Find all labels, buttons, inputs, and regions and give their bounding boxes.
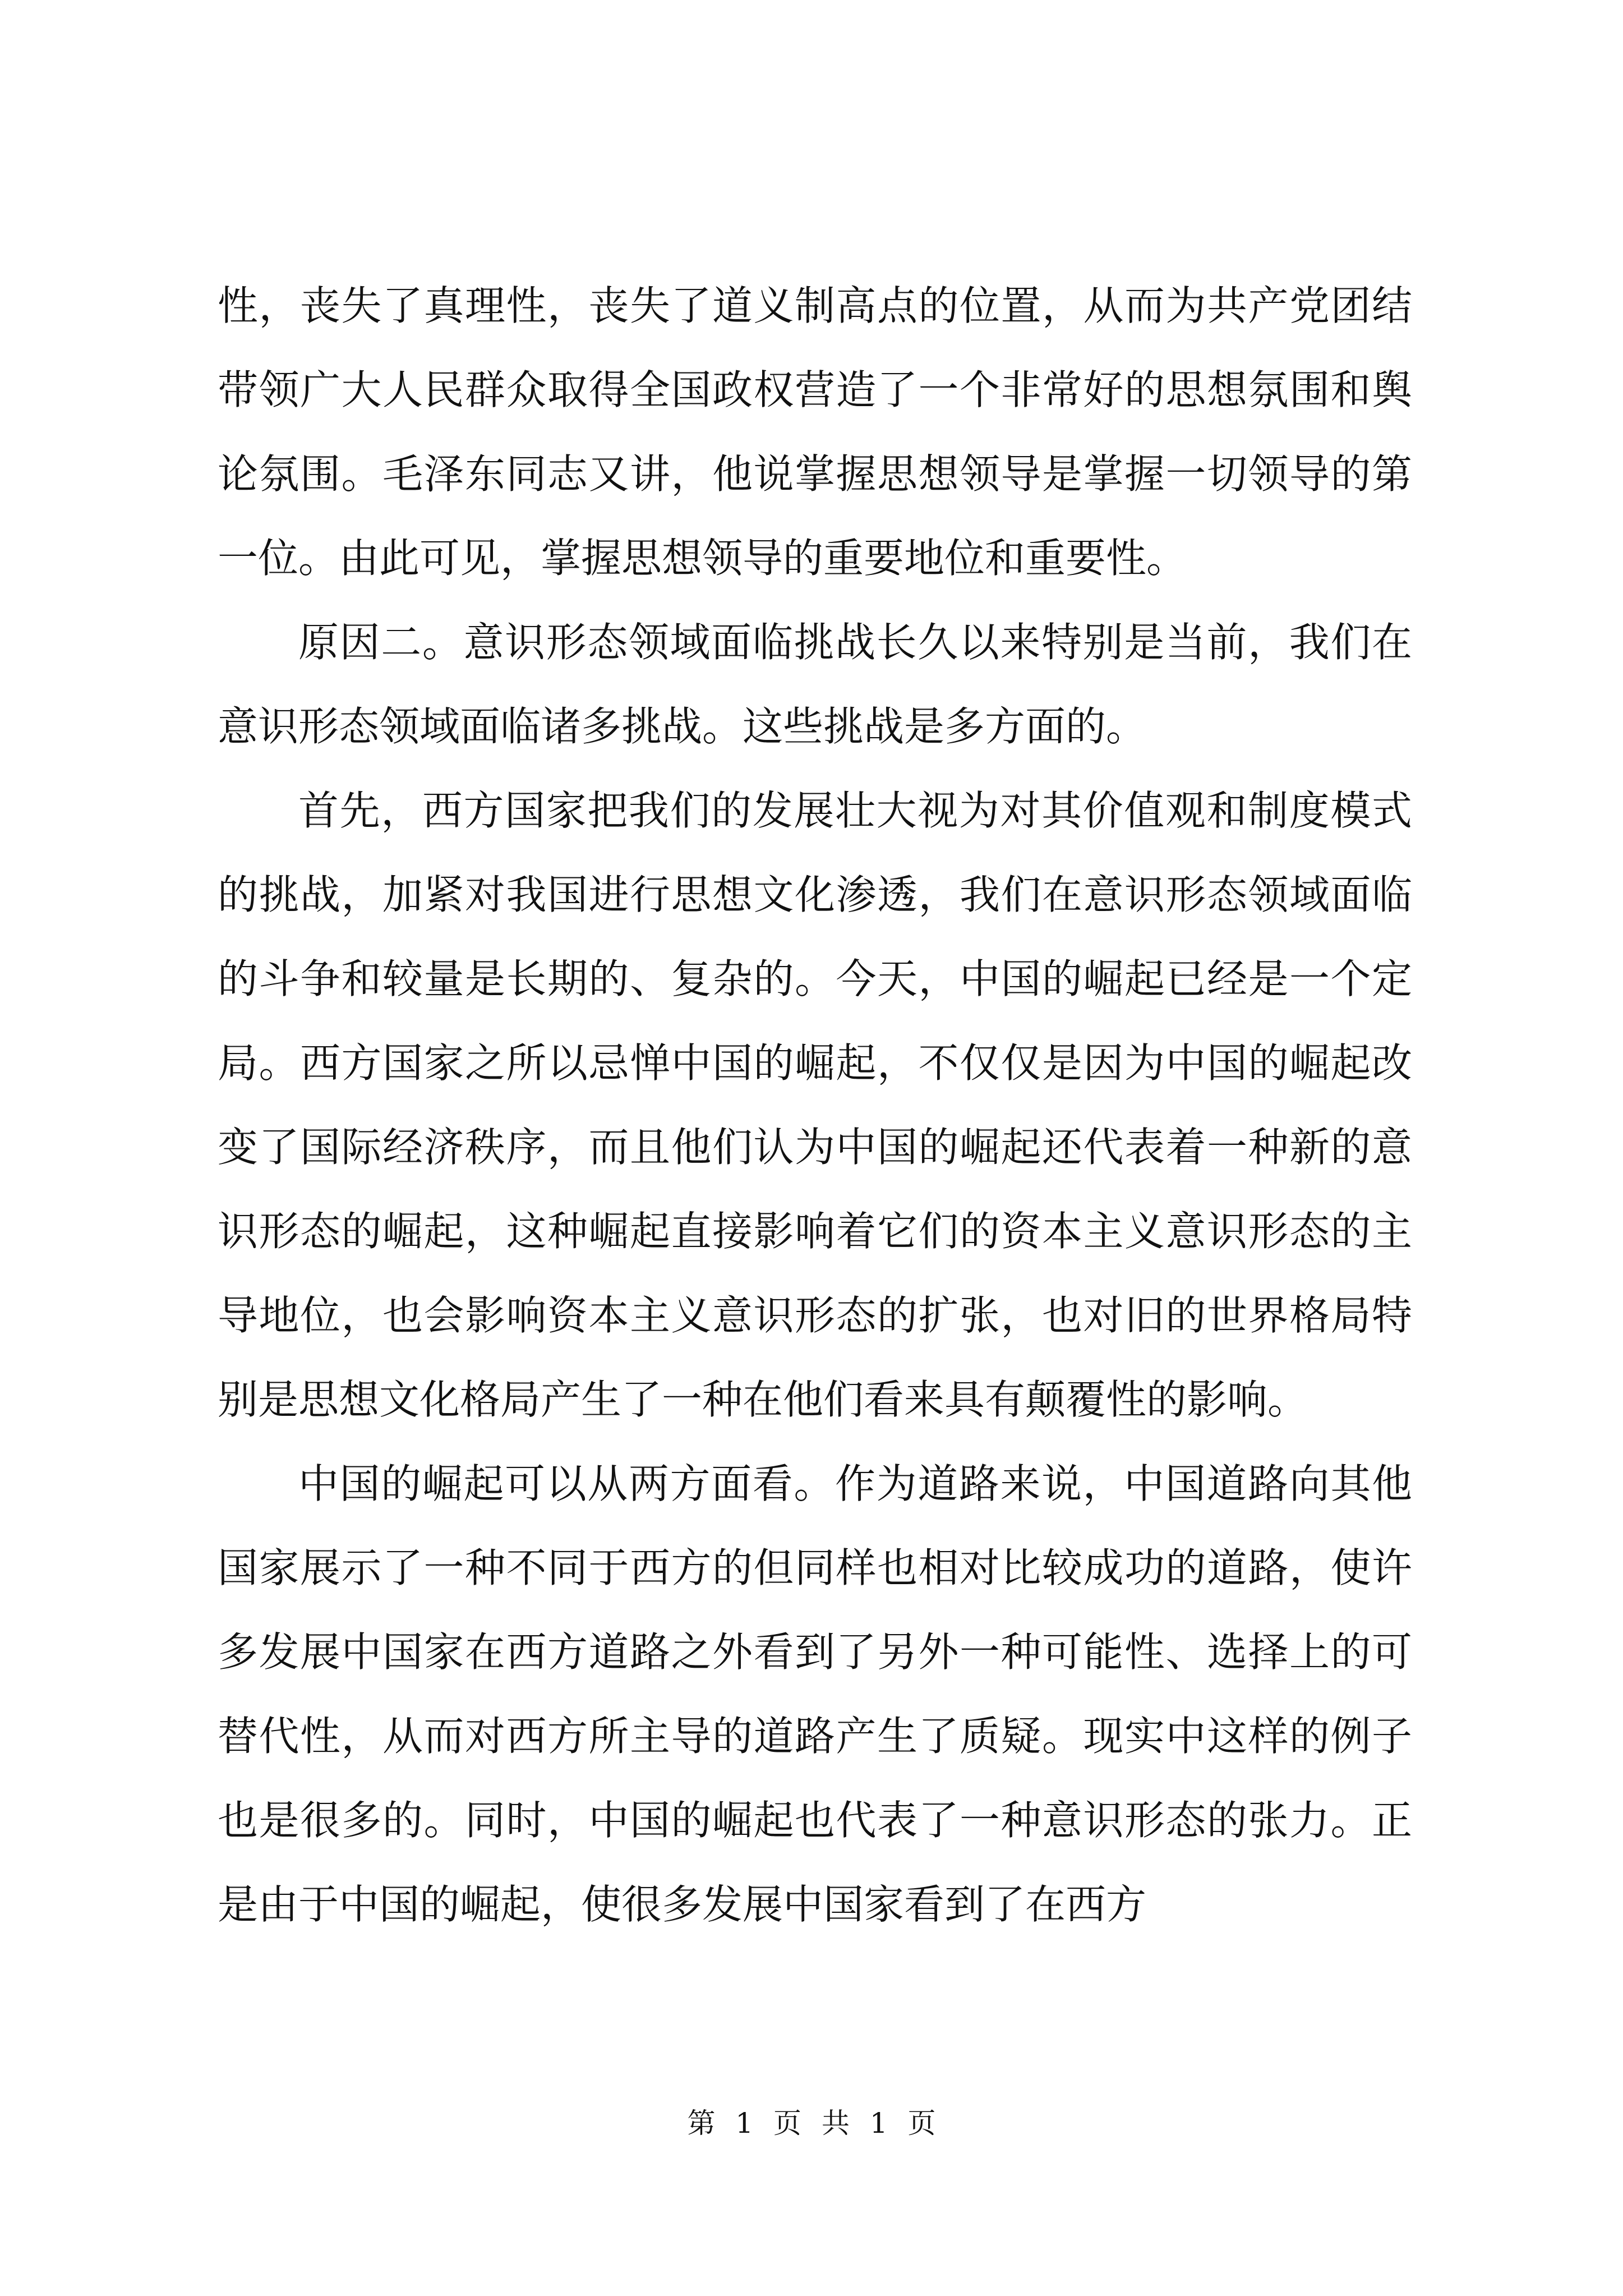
paragraph-reason-two: 原因二。意识形态领域面临挑战长久以来特别是当前，我们在意识形态领域面临诸多挑战。这些挑战是多方面的。 bbox=[218, 619, 1412, 750]
paragraph-continuation: 性，丧失了真理性，丧失了道义制高点的位置，从而为共产党团结带领广大人民群众取得全国政权营造了一个非常好的思想氛围和舆论氛围。毛泽东同志又讲，他说掌握思想领导是掌握一切领导的第一位。由此可见，掌握思想领导的重要地位和重要性。 bbox=[218, 282, 1412, 582]
document-body bbox=[218, 264, 1412, 1947]
paragraph-china-rise: 中国的崛起可以从两方面看。作为道路来说，中国道路向其他国家展示了一种不同于西方的但同样也相对比较成功的道路，使许多发展中国家在西方道路之外看到了另外一种可能性、选择上的可替代性，从而对西方所主导的道路产生了质疑。现实中这样的例子也是很多的。同时，中国的崛起也代表了一种意识形态的张力。正是由于中国的崛起，使很多发展中国家看到了在西方 bbox=[218, 1460, 1412, 1928]
page-footer: 第 1 页 共 1 页 bbox=[687, 2107, 936, 2139]
paragraph-first-western-challenge: 首先，西方国家把我们的发展壮大视为对其价值观和制度模式的挑战，加紧对我国进行思想文化渗透，我们在意识形态领域面临的斗争和较量是长期的、复杂的。今天，中国的崛起已经是一个定局。西方国家之所以忌惮中国的崛起，不仅仅是因为中国的崛起改变了国际经济秩序，而且他们认为中国的崛起还代表着一种新的意识形态的崛起，这种崛起直接影响着它们的资本主义意识形态的主导地位，也会影响资本主义意识形态的扩张，也对旧的世界格局特别是思想文化格局产生了一种在他们看来具有颠覆性的影响。 bbox=[218, 787, 1412, 1423]
